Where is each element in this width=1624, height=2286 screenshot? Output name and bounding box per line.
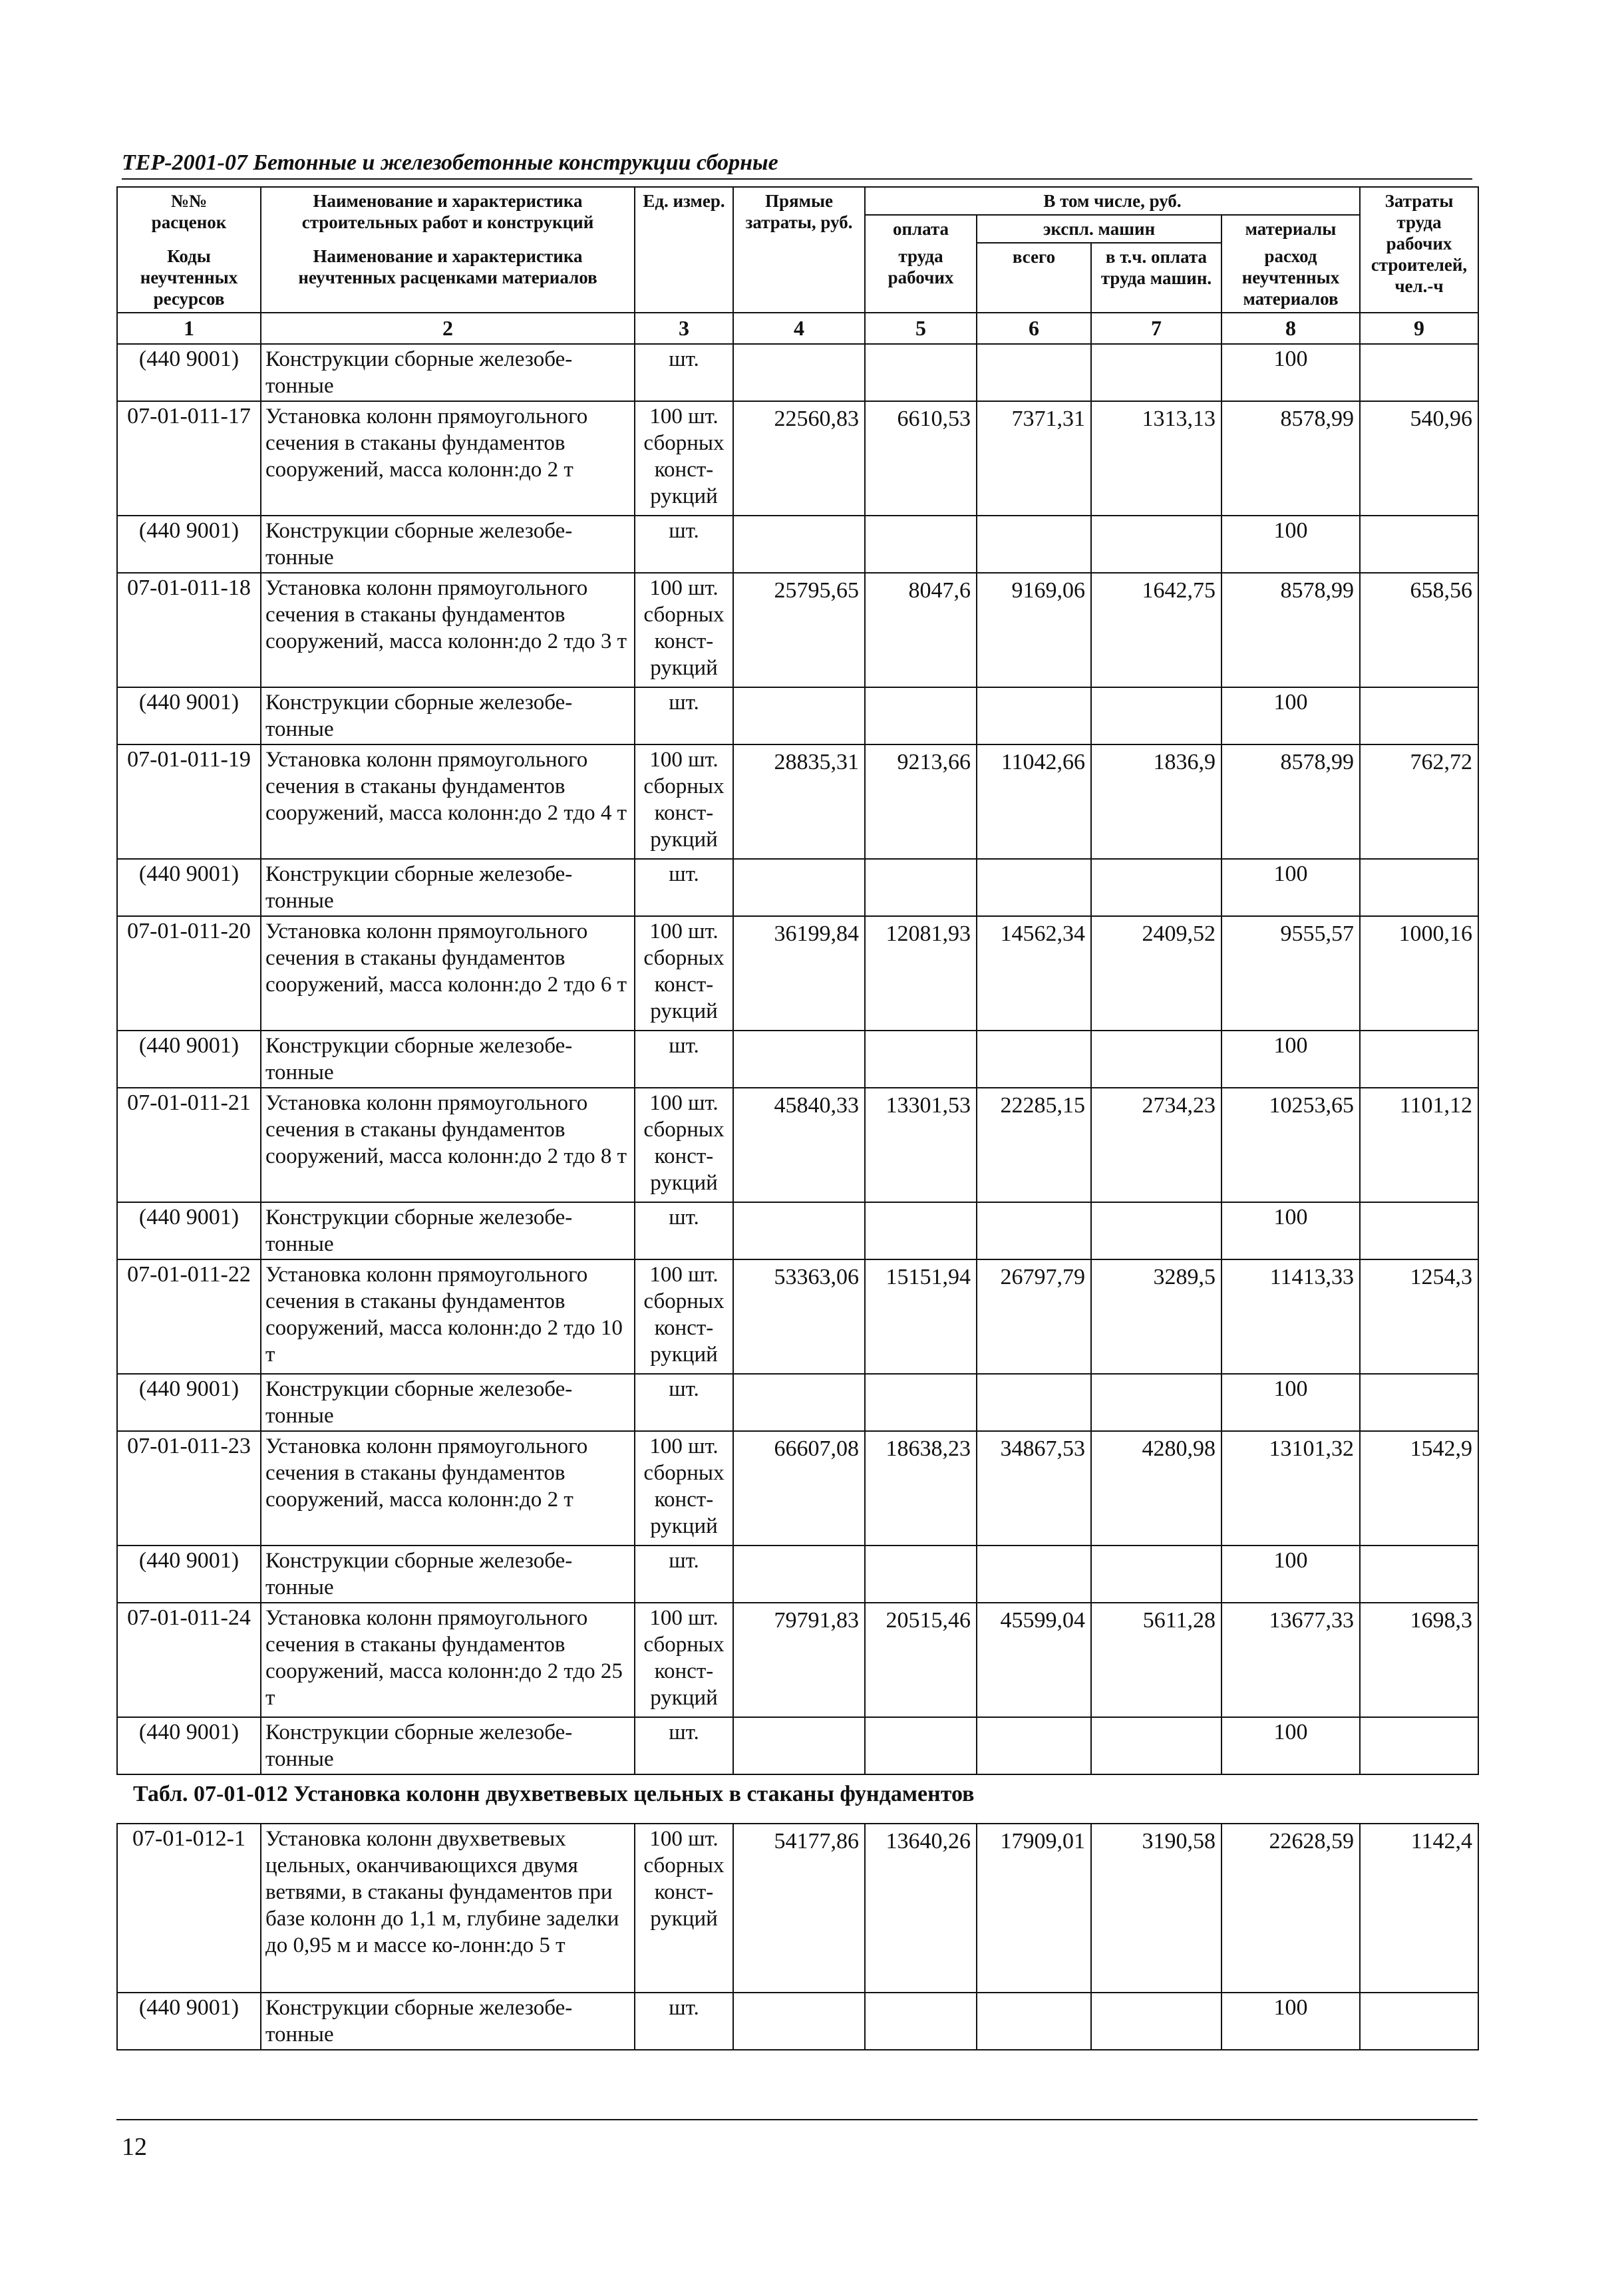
resource-unit: шт. xyxy=(635,687,733,744)
empty-cell xyxy=(977,859,1091,916)
labor-hours: 1101,12 xyxy=(1360,1088,1478,1202)
empty-cell xyxy=(977,1717,1091,1774)
labor-cost: 15151,94 xyxy=(865,1259,977,1374)
empty-cell xyxy=(1091,1546,1221,1603)
empty-cell xyxy=(865,687,977,744)
rate-name: Установка колонн прямоугольного сечения в стаканы фундаментов сооружений, масса колонн:до 2 т xyxy=(261,401,635,516)
empty-cell xyxy=(1091,1031,1221,1088)
machine-labor-cost: 3289,5 xyxy=(1091,1259,1221,1374)
col5-header-top: оплата xyxy=(865,215,977,243)
direct-cost: 25795,65 xyxy=(733,573,865,687)
resource-code: (440 9001) xyxy=(117,516,261,573)
direct-cost: 53363,06 xyxy=(733,1259,865,1374)
machines-cost: 9169,06 xyxy=(977,573,1091,687)
resource-rate: 100 xyxy=(1221,1717,1360,1774)
machine-labor-cost: 2734,23 xyxy=(1091,1088,1221,1202)
machine-labor-cost: 2409,52 xyxy=(1091,916,1221,1031)
rate-code: 07-01-011-24 xyxy=(117,1603,261,1717)
resource-rate: 100 xyxy=(1221,1546,1360,1603)
empty-cell xyxy=(733,516,865,573)
rate-name: Установка колонн прямоугольного сечения в стаканы фундаментов сооружений, масса колонн:до 2 тдо 6 т xyxy=(261,916,635,1031)
resource-name: Конструкции сборные железобе-тонные xyxy=(261,1546,635,1603)
resource-name: Конструкции сборные железобе-тонные xyxy=(261,1031,635,1088)
rate-name: Установка колонн двухветвевых цельных, оканчивающихся двумя ветвями, в стаканы фундаментов при базе колонн до 1,1 м, глубине заделки до 0,95 м и массе ко-лонн:до 5 т xyxy=(261,1824,635,1993)
labor-cost: 13301,53 xyxy=(865,1088,977,1202)
col1-header-bottom: Коды неучтенных ресурсов xyxy=(117,243,261,313)
resource-name: Конструкции сборные железобе-тонные xyxy=(261,344,635,401)
group-header: В том числе, руб. xyxy=(865,187,1360,215)
empty-cell xyxy=(733,687,865,744)
resource-code: (440 9001) xyxy=(117,1717,261,1774)
machines-header: экспл. машин xyxy=(977,215,1221,243)
resource-rate: 100 xyxy=(1221,516,1360,573)
empty-cell xyxy=(977,1031,1091,1088)
col4-header: Прямые затраты, руб. xyxy=(733,187,865,313)
machines-cost: 45599,04 xyxy=(977,1603,1091,1717)
rates-table-012 xyxy=(116,1823,1479,2050)
col5-header-bottom: труда рабочих xyxy=(865,243,977,313)
empty-cell xyxy=(977,687,1091,744)
rate-unit: 100 шт. сборных конст-рукций xyxy=(635,1824,733,1993)
rate-row xyxy=(117,401,1478,516)
machine-labor-cost: 4280,98 xyxy=(1091,1431,1221,1546)
machines-cost: 26797,79 xyxy=(977,1259,1091,1374)
rate-row xyxy=(117,1603,1478,1717)
resource-name: Конструкции сборные железобе-тонные xyxy=(261,516,635,573)
empty-cell xyxy=(733,1031,865,1088)
rate-code: 07-01-011-20 xyxy=(117,916,261,1031)
direct-cost: 22560,83 xyxy=(733,401,865,516)
resource-unit: шт. xyxy=(635,1717,733,1774)
labor-cost: 13640,26 xyxy=(865,1824,977,1993)
column-numbers-row xyxy=(117,313,1478,344)
machines-cost: 22285,15 xyxy=(977,1088,1091,1202)
resource-code: (440 9001) xyxy=(117,859,261,916)
empty-cell xyxy=(1091,1374,1221,1431)
col-number: 3 xyxy=(635,313,733,344)
empty-cell xyxy=(733,1202,865,1259)
empty-cell xyxy=(1360,1031,1478,1088)
labor-hours: 540,96 xyxy=(1360,401,1478,516)
col-number: 4 xyxy=(733,313,865,344)
resource-unit: шт. xyxy=(635,1374,733,1431)
resource-name: Конструкции сборные железобе-тонные xyxy=(261,1993,635,2050)
col-number: 8 xyxy=(1221,313,1360,344)
rate-code: 07-01-011-17 xyxy=(117,401,261,516)
table-caption: Табл. 07-01-012 Установка колонн двухветвевых цельных в стаканы фундаментов xyxy=(133,1782,975,1806)
rate-unit: 100 шт. сборных конст-рукций xyxy=(635,744,733,859)
resource-code: (440 9001) xyxy=(117,1546,261,1603)
rate-name: Установка колонн прямоугольного сечения в стаканы фундаментов сооружений, масса колонн:до 2 тдо 4 т xyxy=(261,744,635,859)
empty-cell xyxy=(865,1031,977,1088)
rate-code: 07-01-011-19 xyxy=(117,744,261,859)
empty-cell xyxy=(865,1202,977,1259)
resource-row xyxy=(117,1202,1478,1259)
resource-code: (440 9001) xyxy=(117,1993,261,2050)
empty-cell xyxy=(865,1546,977,1603)
materials-cost: 22628,59 xyxy=(1221,1824,1360,1993)
rate-code: 07-01-011-21 xyxy=(117,1088,261,1202)
page-title: ТЕР-2001-07 Бетонные и железобетонные конструкции сборные xyxy=(122,150,778,175)
machine-labor-cost: 1313,13 xyxy=(1091,401,1221,516)
resource-unit: шт. xyxy=(635,1202,733,1259)
col-number: 2 xyxy=(261,313,635,344)
resource-rate: 100 xyxy=(1221,1202,1360,1259)
materials-cost: 13677,33 xyxy=(1221,1603,1360,1717)
labor-hours: 658,56 xyxy=(1360,573,1478,687)
resource-row xyxy=(117,687,1478,744)
header-row-1 xyxy=(117,187,1478,215)
resource-name: Конструкции сборные железобе-тонные xyxy=(261,1374,635,1431)
materials-cost: 13101,32 xyxy=(1221,1431,1360,1546)
empty-cell xyxy=(733,1717,865,1774)
page-header xyxy=(122,150,1472,180)
resource-rate: 100 xyxy=(1221,859,1360,916)
resource-name: Конструкции сборные железобе-тонные xyxy=(261,687,635,744)
empty-cell xyxy=(865,516,977,573)
materials-cost: 11413,33 xyxy=(1221,1259,1360,1374)
rate-unit: 100 шт. сборных конст-рукций xyxy=(635,1431,733,1546)
materials-cost: 10253,65 xyxy=(1221,1088,1360,1202)
col-number: 5 xyxy=(865,313,977,344)
resource-rate: 100 xyxy=(1221,1374,1360,1431)
col-number: 1 xyxy=(117,313,261,344)
resource-unit: шт. xyxy=(635,344,733,401)
resource-code: (440 9001) xyxy=(117,1202,261,1259)
empty-cell xyxy=(1360,1546,1478,1603)
empty-cell xyxy=(1360,859,1478,916)
empty-cell xyxy=(977,1202,1091,1259)
resource-rate: 100 xyxy=(1221,687,1360,744)
rate-row xyxy=(117,744,1478,859)
empty-cell xyxy=(1091,516,1221,573)
empty-cell xyxy=(1360,1717,1478,1774)
materials-cost: 8578,99 xyxy=(1221,744,1360,859)
resource-unit: шт. xyxy=(635,859,733,916)
resource-code: (440 9001) xyxy=(117,687,261,744)
col1-header-top: №№ xyxy=(170,191,208,211)
empty-cell xyxy=(977,1374,1091,1431)
page-number: 12 xyxy=(122,2133,147,2161)
resource-name: Конструкции сборные железобе-тонные xyxy=(261,859,635,916)
empty-cell xyxy=(733,1546,865,1603)
resource-code: (440 9001) xyxy=(117,1374,261,1431)
rates-table xyxy=(116,186,1479,1775)
resource-row xyxy=(117,1993,1478,2050)
rate-code: 07-01-011-22 xyxy=(117,1259,261,1374)
empty-cell xyxy=(1091,687,1221,744)
empty-cell xyxy=(865,1717,977,1774)
empty-cell xyxy=(1360,687,1478,744)
machine-labor-cost: 3190,58 xyxy=(1091,1824,1221,1993)
rate-row xyxy=(117,1259,1478,1374)
materials-cost: 9555,57 xyxy=(1221,916,1360,1031)
rate-code: 07-01-011-18 xyxy=(117,573,261,687)
resource-unit: шт. xyxy=(635,1993,733,2050)
resource-row xyxy=(117,859,1478,916)
empty-cell xyxy=(1360,1202,1478,1259)
rate-unit: 100 шт. сборных конст-рукций xyxy=(635,1259,733,1374)
col8-header-top: материалы xyxy=(1221,215,1360,243)
empty-cell xyxy=(865,1374,977,1431)
labor-cost: 18638,23 xyxy=(865,1431,977,1546)
empty-cell xyxy=(977,1546,1091,1603)
rate-code: 07-01-011-23 xyxy=(117,1431,261,1546)
labor-hours: 1142,4 xyxy=(1360,1824,1478,1993)
machines-cost: 14562,34 xyxy=(977,916,1091,1031)
col1-header-top-2: расценок xyxy=(151,212,227,232)
resource-row xyxy=(117,516,1478,573)
resource-rate: 100 xyxy=(1221,344,1360,401)
empty-cell xyxy=(1091,1717,1221,1774)
empty-cell xyxy=(733,859,865,916)
labor-cost: 6610,53 xyxy=(865,401,977,516)
empty-cell xyxy=(865,859,977,916)
rate-name: Установка колонн прямоугольного сечения в стаканы фундаментов сооружений, масса колонн:до 2 тдо 25 т xyxy=(261,1603,635,1717)
machines-cost: 34867,53 xyxy=(977,1431,1091,1546)
resource-name: Конструкции сборные железобе-тонные xyxy=(261,1717,635,1774)
empty-cell xyxy=(1360,516,1478,573)
col2-header-top: Наименование и характеристика строительных работ и конструкций xyxy=(261,187,635,243)
rate-row xyxy=(117,1088,1478,1202)
labor-hours: 1254,3 xyxy=(1360,1259,1478,1374)
machines-cost: 11042,66 xyxy=(977,744,1091,859)
col-number: 7 xyxy=(1091,313,1221,344)
direct-cost: 54177,86 xyxy=(733,1824,865,1993)
resource-unit: шт. xyxy=(635,1546,733,1603)
rate-code: 07-01-012-1 xyxy=(117,1824,261,1993)
direct-cost: 28835,31 xyxy=(733,744,865,859)
col7-header: в т.ч. оплата труда машин. xyxy=(1091,243,1221,313)
col-number: 9 xyxy=(1360,313,1478,344)
resource-code: (440 9001) xyxy=(117,1031,261,1088)
labor-cost: 12081,93 xyxy=(865,916,977,1031)
empty-cell xyxy=(1360,1374,1478,1431)
rate-row xyxy=(117,573,1478,687)
rate-row xyxy=(117,916,1478,1031)
resource-row xyxy=(117,1546,1478,1603)
labor-hours: 762,72 xyxy=(1360,744,1478,859)
rate-unit: 100 шт. сборных конст-рукций xyxy=(635,401,733,516)
rate-name: Установка колонн прямоугольного сечения в стаканы фундаментов сооружений, масса колонн:до 2 тдо 3 т xyxy=(261,573,635,687)
rate-row xyxy=(117,1824,1478,1993)
col-number: 6 xyxy=(977,313,1091,344)
resource-code: (440 9001) xyxy=(117,344,261,401)
resource-unit: шт. xyxy=(635,516,733,573)
machines-cost: 17909,01 xyxy=(977,1824,1091,1993)
resource-row xyxy=(117,344,1478,401)
labor-cost: 20515,46 xyxy=(865,1603,977,1717)
direct-cost: 66607,08 xyxy=(733,1431,865,1546)
rate-unit: 100 шт. сборных конст-рукций xyxy=(635,573,733,687)
empty-cell xyxy=(1091,1202,1221,1259)
labor-hours: 1000,16 xyxy=(1360,916,1478,1031)
materials-cost: 8578,99 xyxy=(1221,401,1360,516)
labor-hours: 1542,9 xyxy=(1360,1431,1478,1546)
resource-name: Конструкции сборные железобе-тонные xyxy=(261,1202,635,1259)
machine-labor-cost: 1642,75 xyxy=(1091,573,1221,687)
materials-cost: 8578,99 xyxy=(1221,573,1360,687)
rate-row xyxy=(117,1431,1478,1546)
resource-row xyxy=(117,1717,1478,1774)
machine-labor-cost: 5611,28 xyxy=(1091,1603,1221,1717)
rate-name: Установка колонн прямоугольного сечения в стаканы фундаментов сооружений, масса колонн:до 2 т xyxy=(261,1431,635,1546)
rate-unit: 100 шт. сборных конст-рукций xyxy=(635,1088,733,1202)
col8-header-bottom: расход неучтенных материалов xyxy=(1221,243,1360,313)
direct-cost: 36199,84 xyxy=(733,916,865,1031)
machine-labor-cost: 1836,9 xyxy=(1091,744,1221,859)
resource-row xyxy=(117,1031,1478,1088)
direct-cost: 79791,83 xyxy=(733,1603,865,1717)
direct-cost: 45840,33 xyxy=(733,1088,865,1202)
empty-cell xyxy=(977,516,1091,573)
labor-hours: 1698,3 xyxy=(1360,1603,1478,1717)
machines-cost: 7371,31 xyxy=(977,401,1091,516)
col3-header: Ед. измер. xyxy=(635,187,733,313)
resource-row xyxy=(117,1374,1478,1431)
col6-header: всего xyxy=(977,243,1091,313)
resource-rate: 100 xyxy=(1221,1993,1360,2050)
empty-cell xyxy=(733,1374,865,1431)
labor-cost: 8047,6 xyxy=(865,573,977,687)
rate-name: Установка колонн прямоугольного сечения в стаканы фундаментов сооружений, масса колонн:до 2 тдо 10 т xyxy=(261,1259,635,1374)
footer-rule xyxy=(116,2119,1478,2120)
col9-header: Затраты труда рабочих строителей, чел.-ч xyxy=(1360,187,1478,313)
rate-unit: 100 шт. сборных конст-рукций xyxy=(635,916,733,1031)
rate-unit: 100 шт. сборных конст-рукций xyxy=(635,1603,733,1717)
col2-header-bottom: Наименование и характеристика неучтенных расценками материалов xyxy=(261,243,635,313)
labor-cost: 9213,66 xyxy=(865,744,977,859)
resource-unit: шт. xyxy=(635,1031,733,1088)
resource-rate: 100 xyxy=(1221,1031,1360,1088)
empty-cell xyxy=(1091,859,1221,916)
rate-name: Установка колонн прямоугольного сечения в стаканы фундаментов сооружений, масса колонн:до 2 тдо 8 т xyxy=(261,1088,635,1202)
